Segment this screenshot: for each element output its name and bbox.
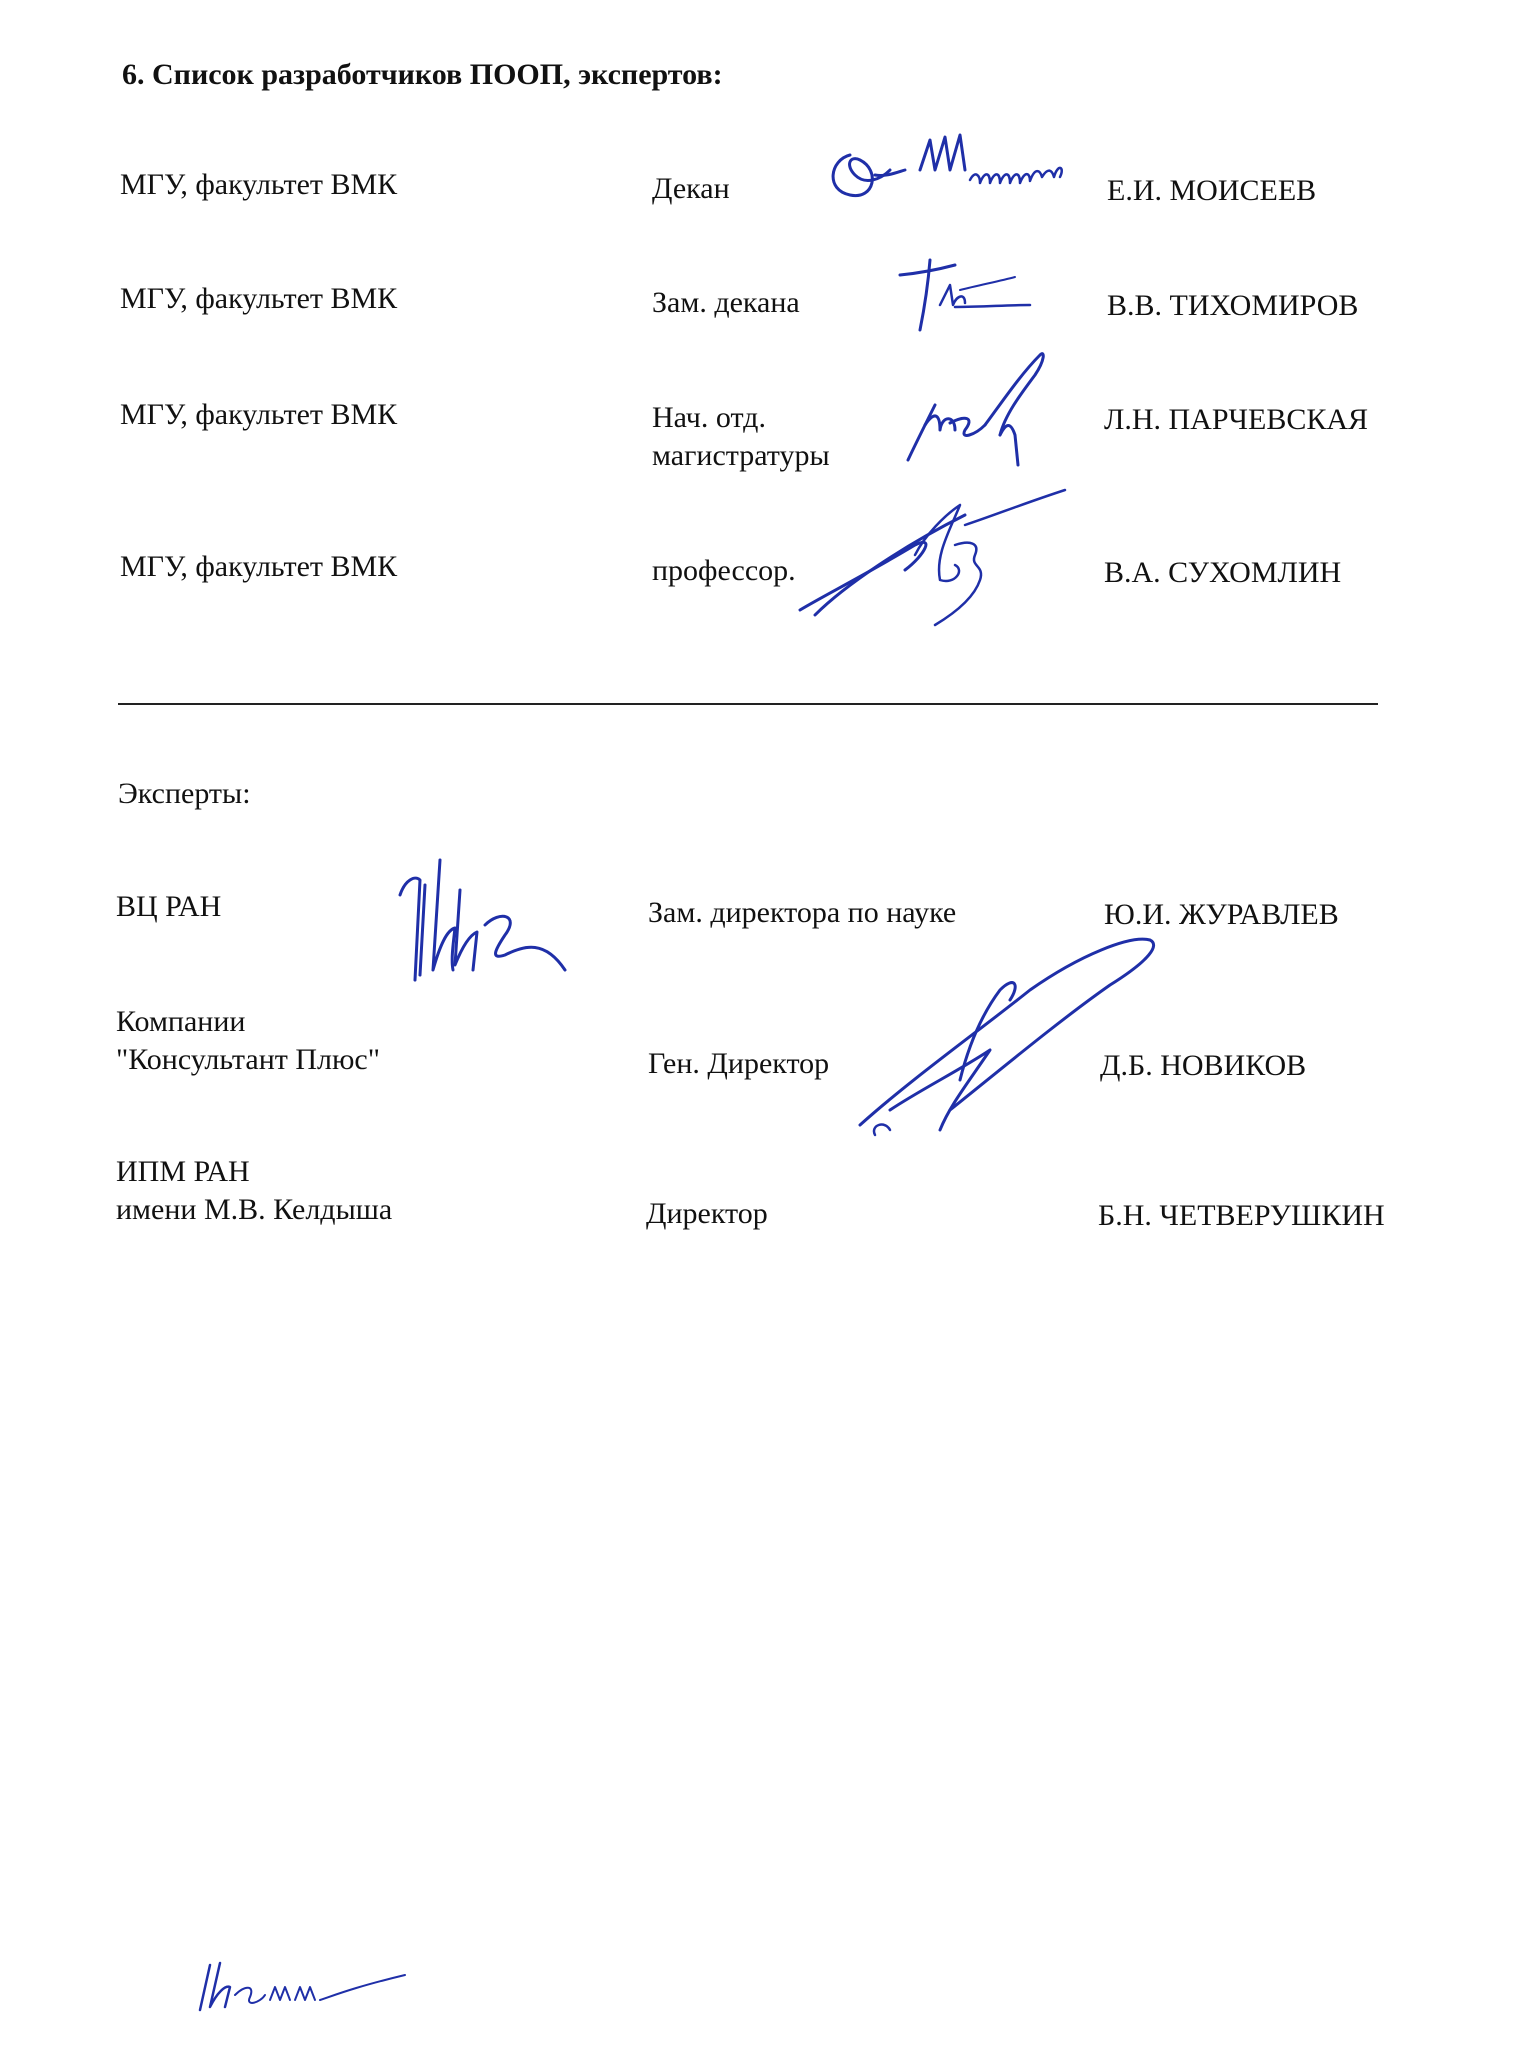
expert-org-line1: ИПМ РАН bbox=[116, 1155, 250, 1188]
signature-novikov-icon bbox=[850, 930, 1170, 1140]
signature-footer-initials-icon bbox=[195, 1955, 410, 2015]
divider-line bbox=[118, 703, 1378, 705]
expert-name: Ю.И. ЖУРАВЛЕВ bbox=[1104, 898, 1339, 931]
developer-position-line2: магистратуры bbox=[652, 439, 830, 472]
expert-name: Д.Б. НОВИКОВ bbox=[1100, 1049, 1307, 1082]
expert-position: Директор bbox=[646, 1197, 768, 1230]
developer-org: МГУ, факультет ВМК bbox=[120, 282, 398, 315]
developer-org: МГУ, факультет ВМК bbox=[120, 398, 398, 431]
developer-position-line1: Нач. отд. bbox=[652, 401, 766, 434]
developer-name: В.А. СУХОМЛИН bbox=[1104, 556, 1342, 589]
developer-org: МГУ, факультет ВМК bbox=[120, 168, 398, 201]
section-heading: 6. Список разработчиков ПООП, экспертов: bbox=[122, 58, 723, 91]
expert-position: Ген. Директор bbox=[648, 1047, 830, 1080]
expert-org-line2: имени М.В. Келдыша bbox=[116, 1193, 393, 1226]
developer-position: профессор. bbox=[652, 554, 796, 587]
expert-org: ВЦ РАН bbox=[116, 890, 222, 923]
developer-position: Зам. декана bbox=[652, 286, 800, 319]
expert-name: Б.Н. ЧЕТВЕРУШКИН bbox=[1098, 1199, 1385, 1232]
experts-label: Эксперты: bbox=[118, 777, 251, 810]
developer-name: В.В. ТИХОМИРОВ bbox=[1107, 289, 1359, 322]
signature-parchevskaya-icon bbox=[900, 345, 1100, 475]
signature-zhuravlev-icon bbox=[395, 850, 575, 990]
expert-org-line1: Компании bbox=[116, 1005, 246, 1038]
signature-sukhomlin-icon bbox=[785, 485, 1075, 635]
developer-position: Декан bbox=[652, 172, 730, 205]
expert-org-line2: "Консультант Плюс" bbox=[116, 1043, 380, 1076]
signature-tikhomirov-icon bbox=[895, 255, 1035, 335]
developer-name: Е.И. МОИСЕЕВ bbox=[1107, 174, 1317, 207]
signature-moiseev-icon bbox=[820, 115, 1090, 215]
developer-name: Л.Н. ПАРЧЕВСКАЯ bbox=[1104, 403, 1369, 436]
developer-org: МГУ, факультет ВМК bbox=[120, 550, 398, 583]
expert-position: Зам. директора по науке bbox=[648, 896, 957, 929]
